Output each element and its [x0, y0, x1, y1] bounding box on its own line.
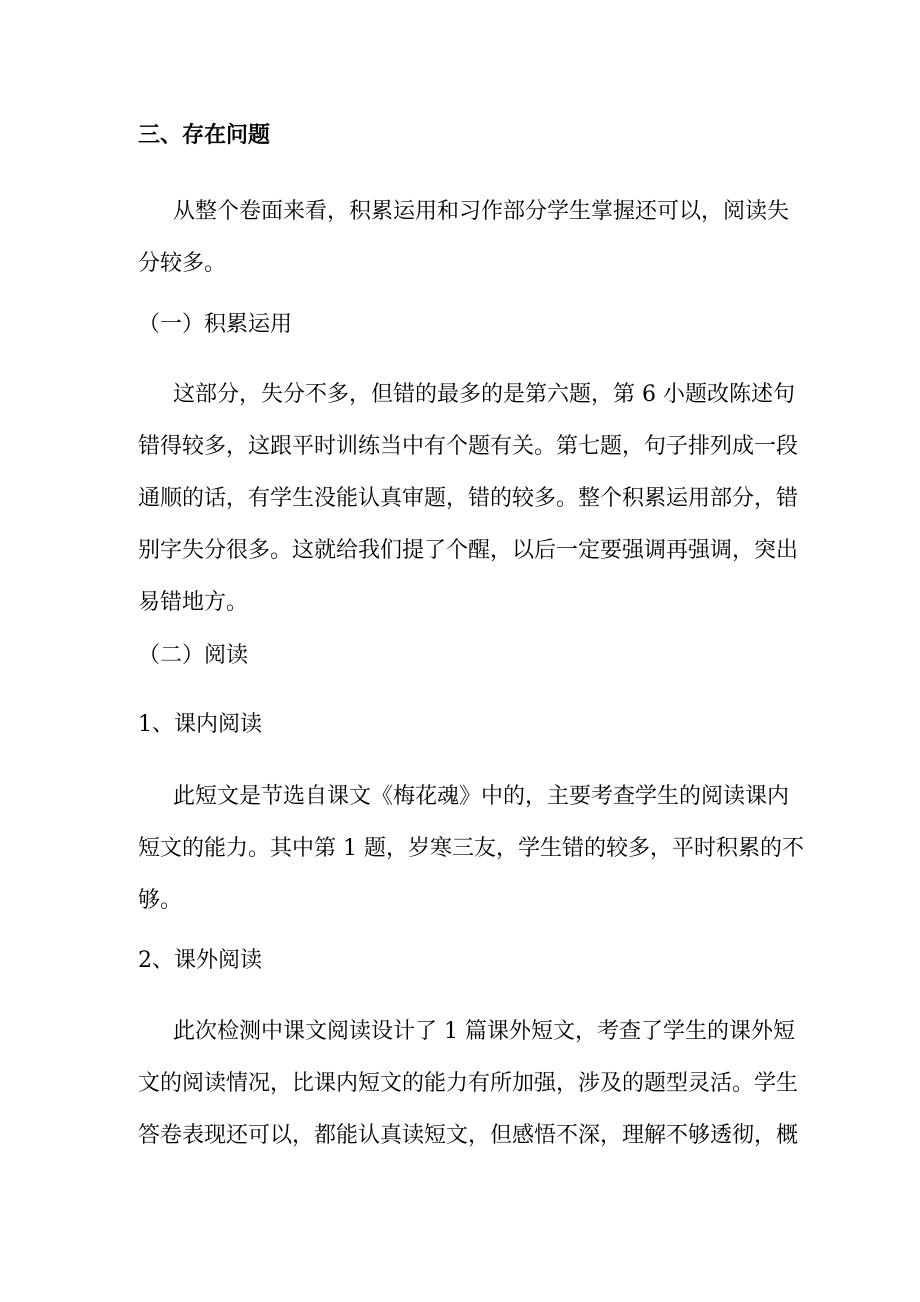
paragraph-line: 此短文是节选自课文《梅花魂》中的，主要考查学生的阅读课内 [173, 784, 790, 809]
paragraph-line: 够。 [138, 888, 183, 913]
item-2-heading [138, 935, 788, 987]
subsection-1-heading [138, 299, 788, 351]
item-heading-text: 2、课外阅读 [138, 948, 262, 973]
item-2-paragraph [138, 1006, 799, 1162]
subsection-heading-text: （一）积累运用 [138, 312, 293, 337]
section-heading [138, 109, 788, 161]
paragraph-line: 错得较多，这跟平时训练当中有个题有关。第七题，句子排列成一段 [138, 434, 799, 459]
paragraph-line: 从整个卷面来看，积累运用和习作部分学生掌握还可以，阅读失 [173, 199, 790, 224]
paragraph-line: 这部分，失分不多，但错的最多的是第六题，第 6 小题改陈述句 [173, 382, 795, 407]
subsection-heading-text: （二）阅读 [138, 643, 249, 668]
paragraph-line: 文的阅读情况，比课内短文的能力有所加强，涉及的题型灵活。学生 [138, 1071, 799, 1096]
paragraph-line: 别字失分很多。这就给我们提了个醒，以后一定要强调再强调，突出 [138, 538, 799, 563]
paragraph-line: 通顺的话，有学生没能认真审题，错的较多。整个积累运用部分，错 [138, 486, 799, 511]
paragraph-line: 答卷表现还可以，都能认真读短文，但感悟不深，理解不够透彻，概 [138, 1123, 799, 1148]
subsection-2-heading [138, 630, 788, 682]
item-1-paragraph [138, 771, 804, 927]
intro-paragraph [138, 186, 788, 290]
item-1-heading [138, 699, 788, 751]
paragraph-line: 分较多。 [138, 251, 227, 276]
paragraph-line: 易错地方。 [138, 590, 249, 615]
section-heading-text: 三、存在问题 [138, 122, 271, 148]
paragraph-line: 此次检测中课文阅读设计了 1 篇课外短文，考查了学生的课外短 [173, 1019, 795, 1044]
paragraph-line: 短文的能力。其中第 1 题，岁寒三友，学生错的较多，平时积累的不 [138, 836, 804, 861]
item-heading-text: 1、课内阅读 [138, 712, 262, 737]
subsection-1-paragraph [138, 369, 799, 629]
